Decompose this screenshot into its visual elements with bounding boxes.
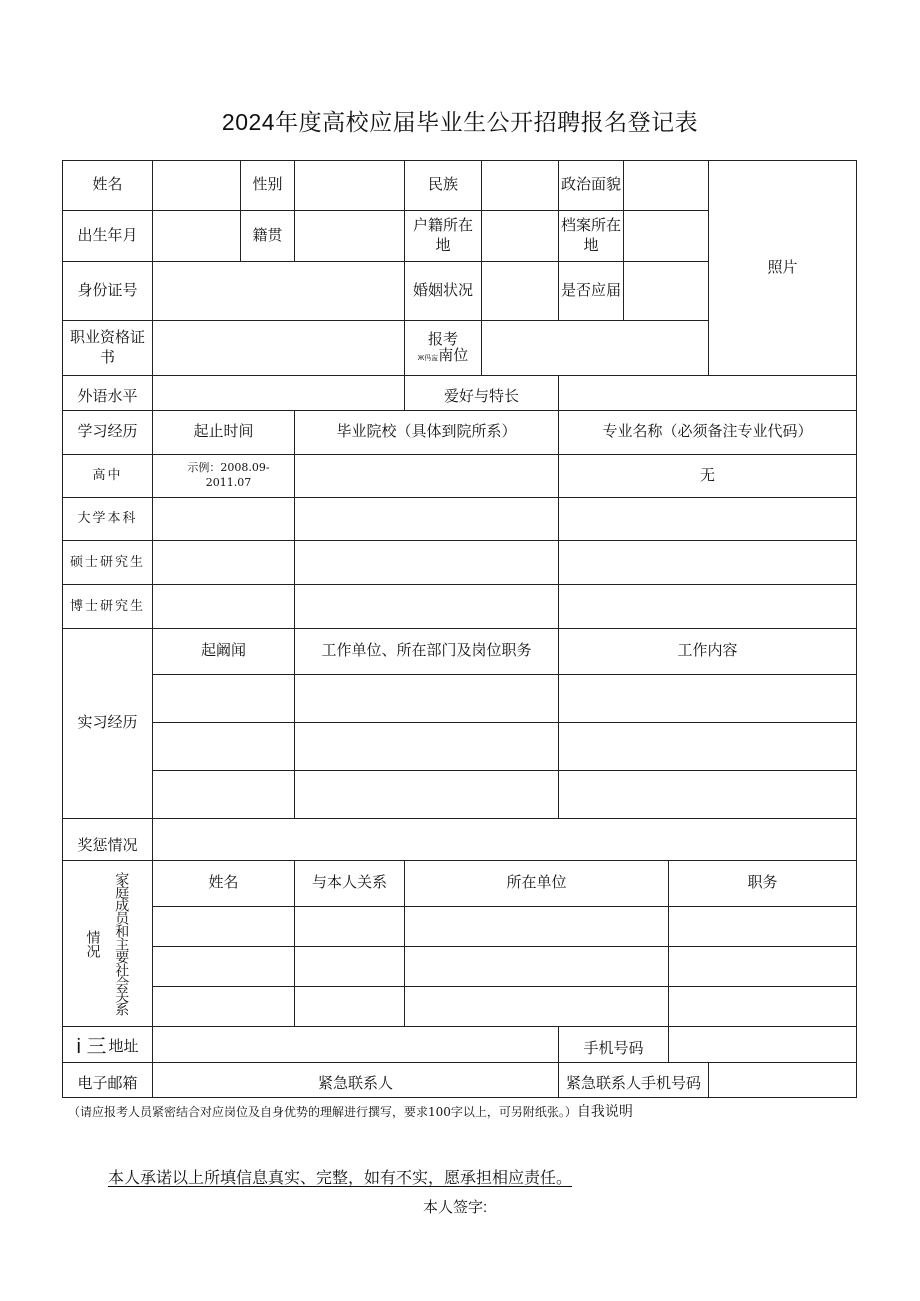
address-label-text: 地址 <box>108 1038 139 1056</box>
address-input[interactable] <box>152 1026 559 1063</box>
family-row-2-position[interactable] <box>668 946 857 987</box>
marital-input[interactable] <box>481 261 559 321</box>
edu-header-major: 专业名称（必须备注专业代码） <box>558 410 857 455</box>
page-title: 2024年度高校应届毕业生公开招聘报名登记表 <box>221 109 699 135</box>
awards-input[interactable] <box>152 818 857 861</box>
apply-label: 报考 <box>427 330 458 348</box>
address-label <box>62 1026 153 1063</box>
self-description-hint: （请应报考人员紧密结合对应岗位及自身优势的理解进行撰写，要求100字以上，可另附纸张。） <box>68 1105 577 1119</box>
birth-label: 出生年月 <box>62 210 153 262</box>
emergency-phone-label: 紧急联系人手机号码 <box>558 1062 709 1098</box>
family-row-2-relation[interactable] <box>294 946 405 987</box>
family-row-1-relation[interactable] <box>294 906 405 947</box>
internship-label: 实习经历 <box>62 628 153 819</box>
edu-period-bachelor[interactable] <box>152 497 295 541</box>
fresh-grad-input[interactable] <box>623 261 709 321</box>
name-input[interactable] <box>152 160 241 211</box>
political-label: 政治面貌 <box>558 160 624 211</box>
edu-level-master: 硕士研究生 <box>62 540 153 585</box>
self-description-title: 自我说明 <box>576 1103 633 1119</box>
apply-label-line2 <box>418 348 468 365</box>
native-place-label: 籍贯 <box>240 210 295 262</box>
intern-row-1-period[interactable] <box>152 674 295 723</box>
family-row-3-name[interactable] <box>152 986 295 1027</box>
photo-box[interactable]: 照片 <box>708 160 857 376</box>
edu-period-highschool[interactable]: 示例：2008.09-2011.07 <box>152 454 295 498</box>
archive-input[interactable] <box>623 210 709 262</box>
hobby-label: 爱好与特长 <box>404 375 559 411</box>
intern-row-3-unit[interactable] <box>294 770 559 819</box>
family-header-unit: 所在单位 <box>404 860 669 907</box>
phone-input[interactable] <box>668 1026 857 1063</box>
archive-label: 档案所在地 <box>558 210 624 262</box>
edu-major-bachelor[interactable] <box>558 497 857 541</box>
intern-header-content: 工作内容 <box>558 628 857 675</box>
gender-input[interactable] <box>294 160 405 211</box>
intern-row-2-period[interactable] <box>152 722 295 771</box>
edu-level-doctor: 博士研究生 <box>62 584 153 629</box>
emergency-contact-label: 紧急联系人 <box>152 1062 559 1098</box>
edu-header-period: 起止时间 <box>152 410 295 455</box>
self-description-note <box>68 1100 828 1123</box>
intern-header-period: 起阚闻 <box>152 628 295 675</box>
apply-position-label <box>404 320 482 376</box>
edu-school-bachelor[interactable] <box>294 497 559 541</box>
edu-school-highschool[interactable] <box>294 454 559 498</box>
gender-label: 性别 <box>240 160 295 211</box>
intern-row-2-unit[interactable] <box>294 722 559 771</box>
birth-input[interactable] <box>152 210 241 262</box>
awards-label: 奖惩情况 <box>62 818 153 861</box>
family-header-relation: 与本人关系 <box>294 860 405 907</box>
edu-period-doctor[interactable] <box>152 584 295 629</box>
edu-major-highschool[interactable]: 无 <box>558 454 857 498</box>
intern-row-2-content[interactable] <box>558 722 857 771</box>
family-vertical-label: 家庭成员和主要社会关系 <box>114 872 131 1015</box>
intern-row-3-content[interactable] <box>558 770 857 819</box>
family-label-wrap <box>86 872 129 1015</box>
hukou-label: 户籍所在地 <box>404 210 482 262</box>
ethnicity-input[interactable] <box>481 160 559 211</box>
apply-small-text: Ж㐷衁 <box>417 355 439 362</box>
intern-row-3-period[interactable] <box>152 770 295 819</box>
name-label: 姓名 <box>62 160 153 211</box>
edu-level-highschool: 高中 <box>62 454 153 498</box>
signature-label: 本人签字: <box>423 1199 488 1216</box>
email-label: 电子邮箱 <box>62 1062 153 1098</box>
edu-major-doctor[interactable] <box>558 584 857 629</box>
hukou-input[interactable] <box>481 210 559 262</box>
native-place-input[interactable] <box>294 210 405 262</box>
family-row-3-position[interactable] <box>668 986 857 1027</box>
phone-label: 手机号码 <box>558 1026 669 1063</box>
edu-header-school: 毕业院校（具体到院所系） <box>294 410 559 455</box>
ethnicity-label: 民族 <box>404 160 482 211</box>
qualification-label: 职业资格证书 <box>62 320 153 376</box>
edu-period-master[interactable] <box>152 540 295 585</box>
family-row-2-unit[interactable] <box>404 946 669 987</box>
edu-major-master[interactable] <box>558 540 857 585</box>
language-input[interactable] <box>152 375 405 411</box>
edu-school-doctor[interactable] <box>294 584 559 629</box>
id-number-label: 身份证号 <box>62 261 153 321</box>
family-row-2-name[interactable] <box>152 946 295 987</box>
language-label: 外语水平 <box>62 375 153 411</box>
family-header-position: 职务 <box>668 860 857 907</box>
commitment-statement: 本人承诺以上所填信息真实、完整，如有不实，愿承担相应责任。 <box>108 1170 573 1187</box>
family-header-name: 姓名 <box>152 860 295 907</box>
family-row-3-unit[interactable] <box>404 986 669 1027</box>
fresh-grad-label: 是否应届 <box>558 261 624 321</box>
family-row-1-unit[interactable] <box>404 906 669 947</box>
intern-row-1-unit[interactable] <box>294 674 559 723</box>
political-input[interactable] <box>623 160 709 211</box>
marital-label: 婚姻状况 <box>404 261 482 321</box>
hobby-input[interactable] <box>558 375 857 411</box>
intern-row-1-content[interactable] <box>558 674 857 723</box>
apply-suffix: 南位 <box>438 347 469 364</box>
family-label <box>62 860 153 1027</box>
family-side-label: 情况 <box>85 929 102 958</box>
edu-school-master[interactable] <box>294 540 559 585</box>
registration-form <box>63 160 857 1098</box>
apply-position-input[interactable] <box>481 320 709 376</box>
qualification-input[interactable] <box>152 320 405 376</box>
id-number-input[interactable] <box>152 261 405 321</box>
family-row-1-position[interactable] <box>668 906 857 947</box>
intern-header-unit: 工作单位、所在部门及岗位职务 <box>294 628 559 675</box>
education-label: 学习经历 <box>62 410 153 455</box>
address-prefix: i 三 <box>76 1036 107 1058</box>
family-row-1-name[interactable] <box>152 906 295 947</box>
emergency-phone-input[interactable] <box>708 1062 857 1098</box>
edu-level-bachelor: 大学本科 <box>62 497 153 541</box>
family-row-3-relation[interactable] <box>294 986 405 1027</box>
